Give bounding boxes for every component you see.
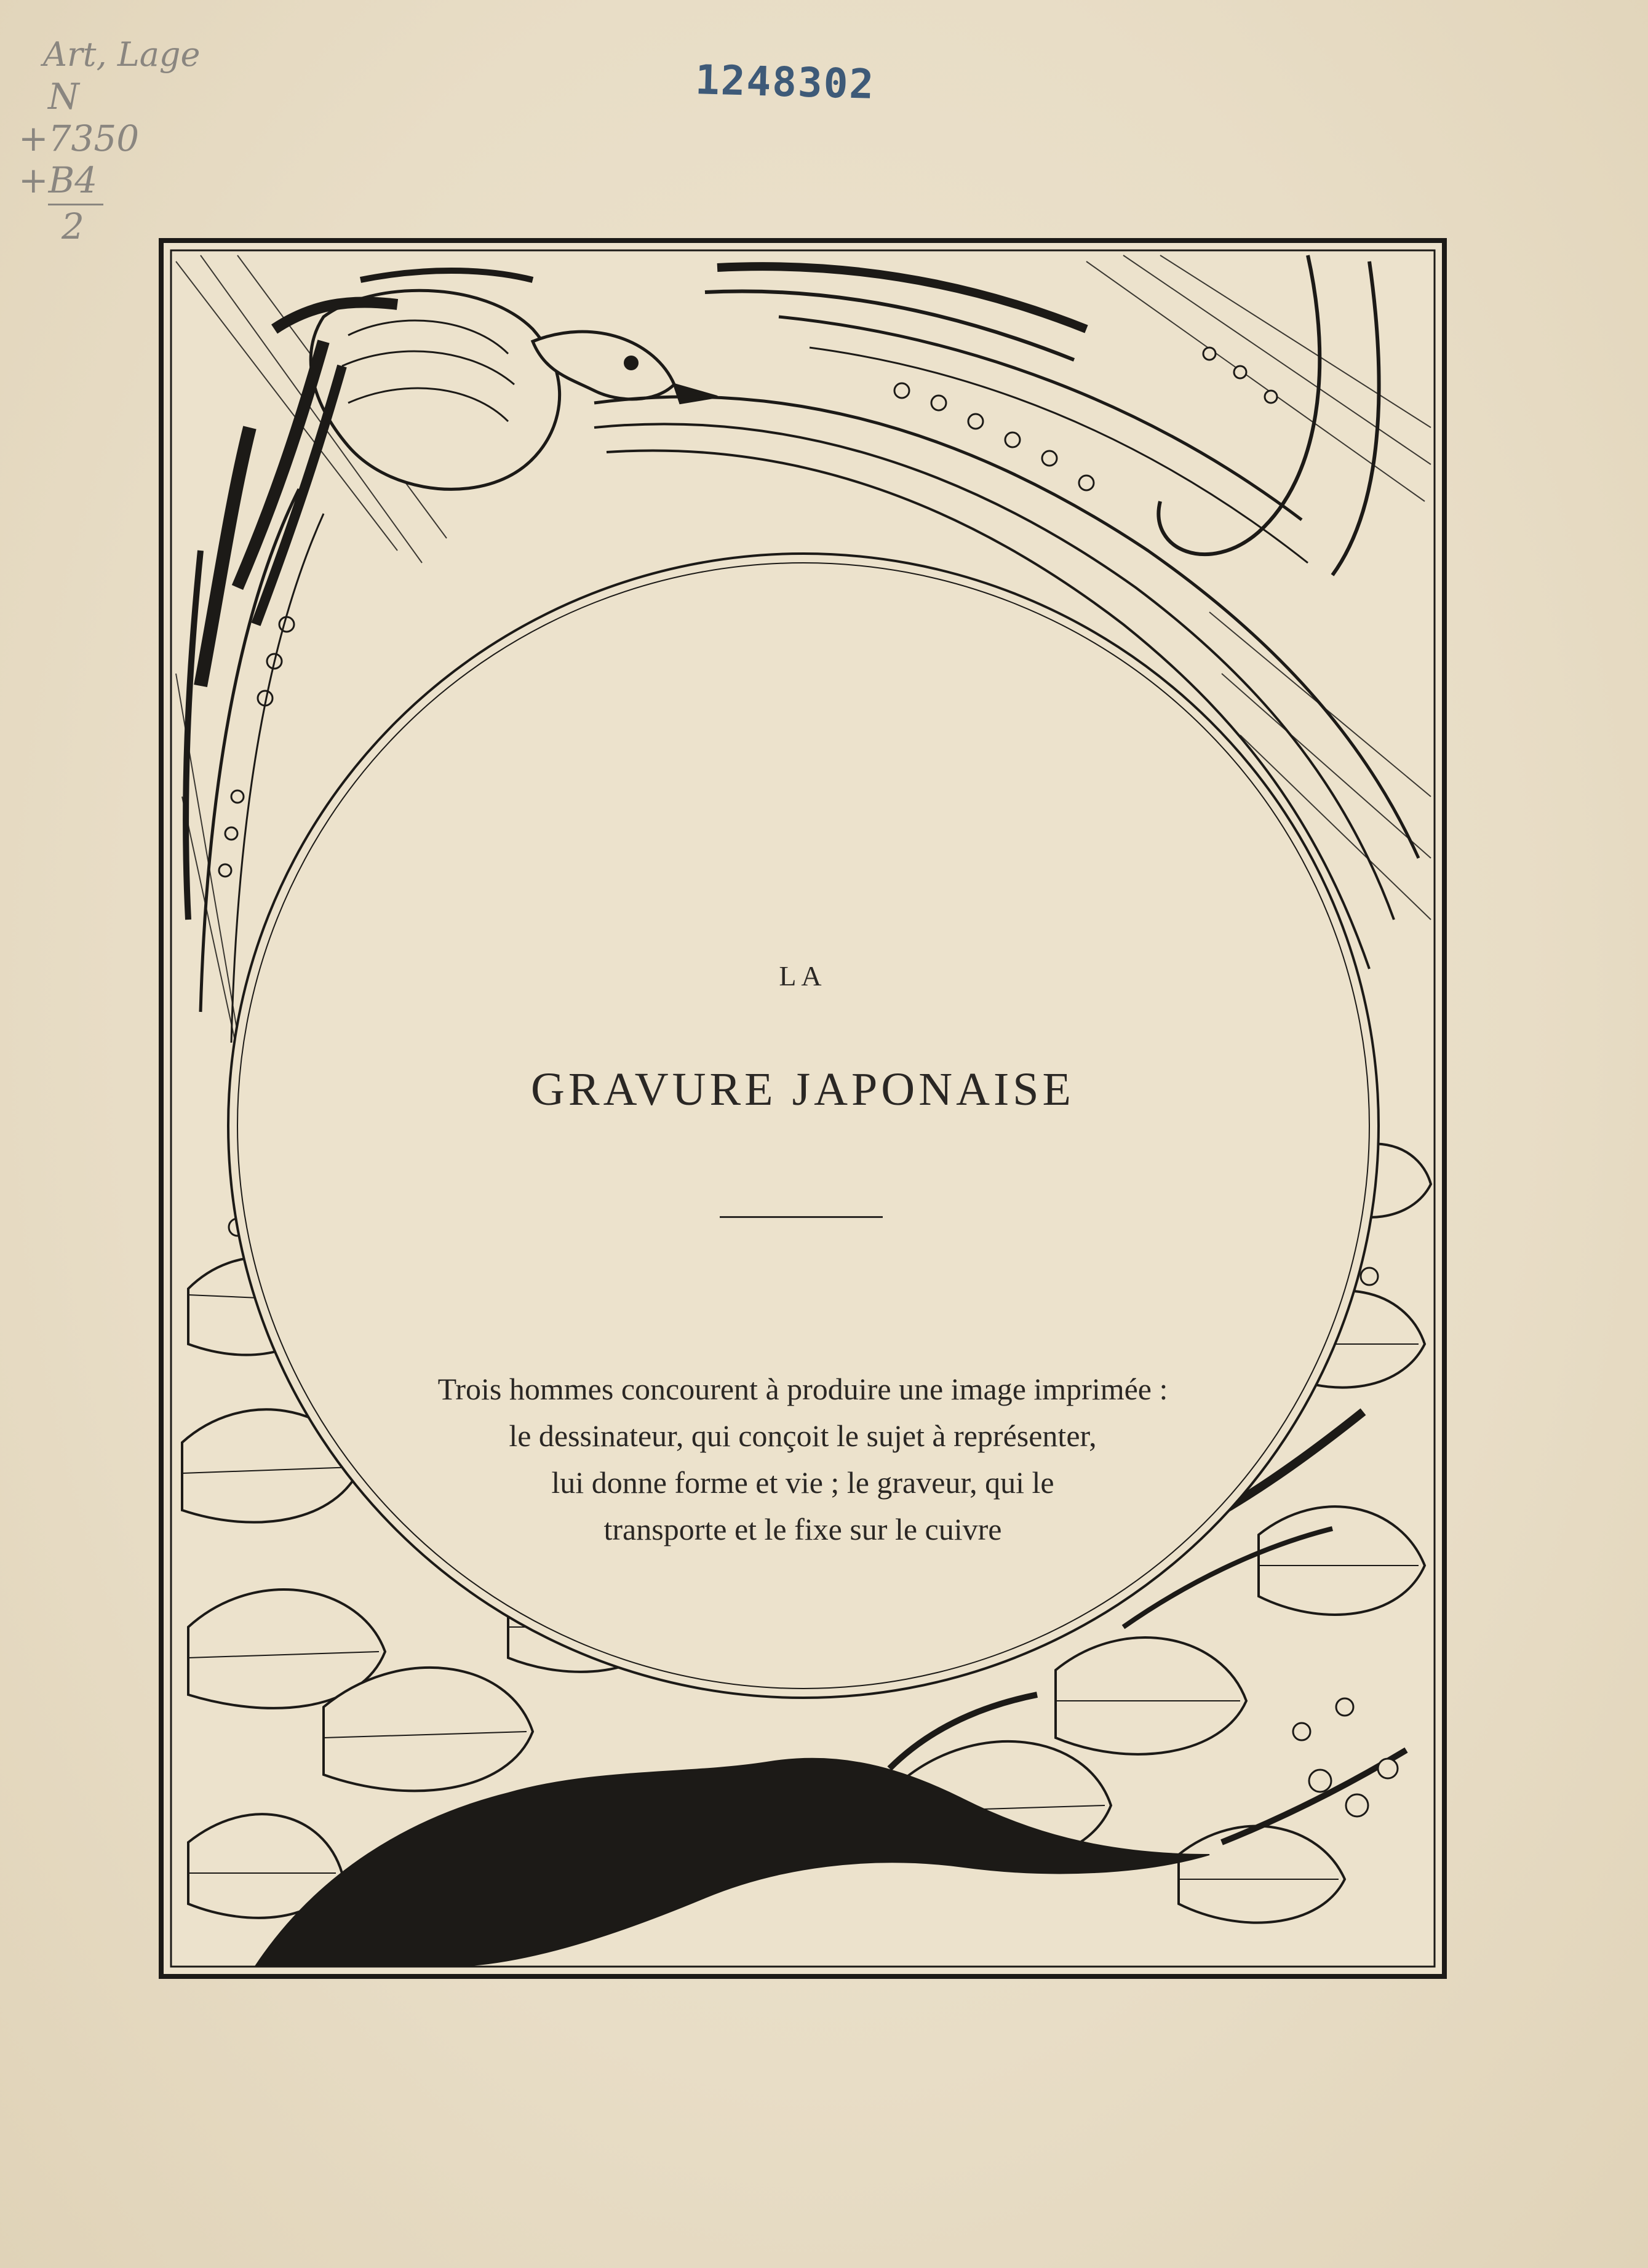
- shelfmark-line: +B4: [18, 159, 98, 201]
- shelfmark-line: +7350: [18, 117, 140, 159]
- epigraph-line: le dessinateur, qui conçoit le sujet à représenter,: [509, 1418, 1097, 1453]
- shelfmark-handwritten: [18, 34, 200, 247]
- epigraph-line: Trois hommes concourent à produire une image imprimée :: [437, 1372, 1168, 1406]
- title-article: LA: [779, 960, 827, 992]
- shelfmark-line: N: [48, 76, 79, 117]
- shelfmark-line: 2: [62, 205, 84, 247]
- epigraph-line: lui donne forme et vie ; le graveur, qui le: [551, 1465, 1054, 1500]
- title-divider: [720, 1216, 883, 1218]
- shelfmark-line: Art, Lage: [43, 35, 201, 74]
- page-title: GRAVURE JAPONAISE: [531, 1064, 1075, 1115]
- epigraph-line: transporte et le fixe sur le cuivre: [603, 1512, 1002, 1546]
- epigraph-paragraph: [159, 1366, 1447, 1553]
- accession-stamp: 1248302: [695, 56, 876, 108]
